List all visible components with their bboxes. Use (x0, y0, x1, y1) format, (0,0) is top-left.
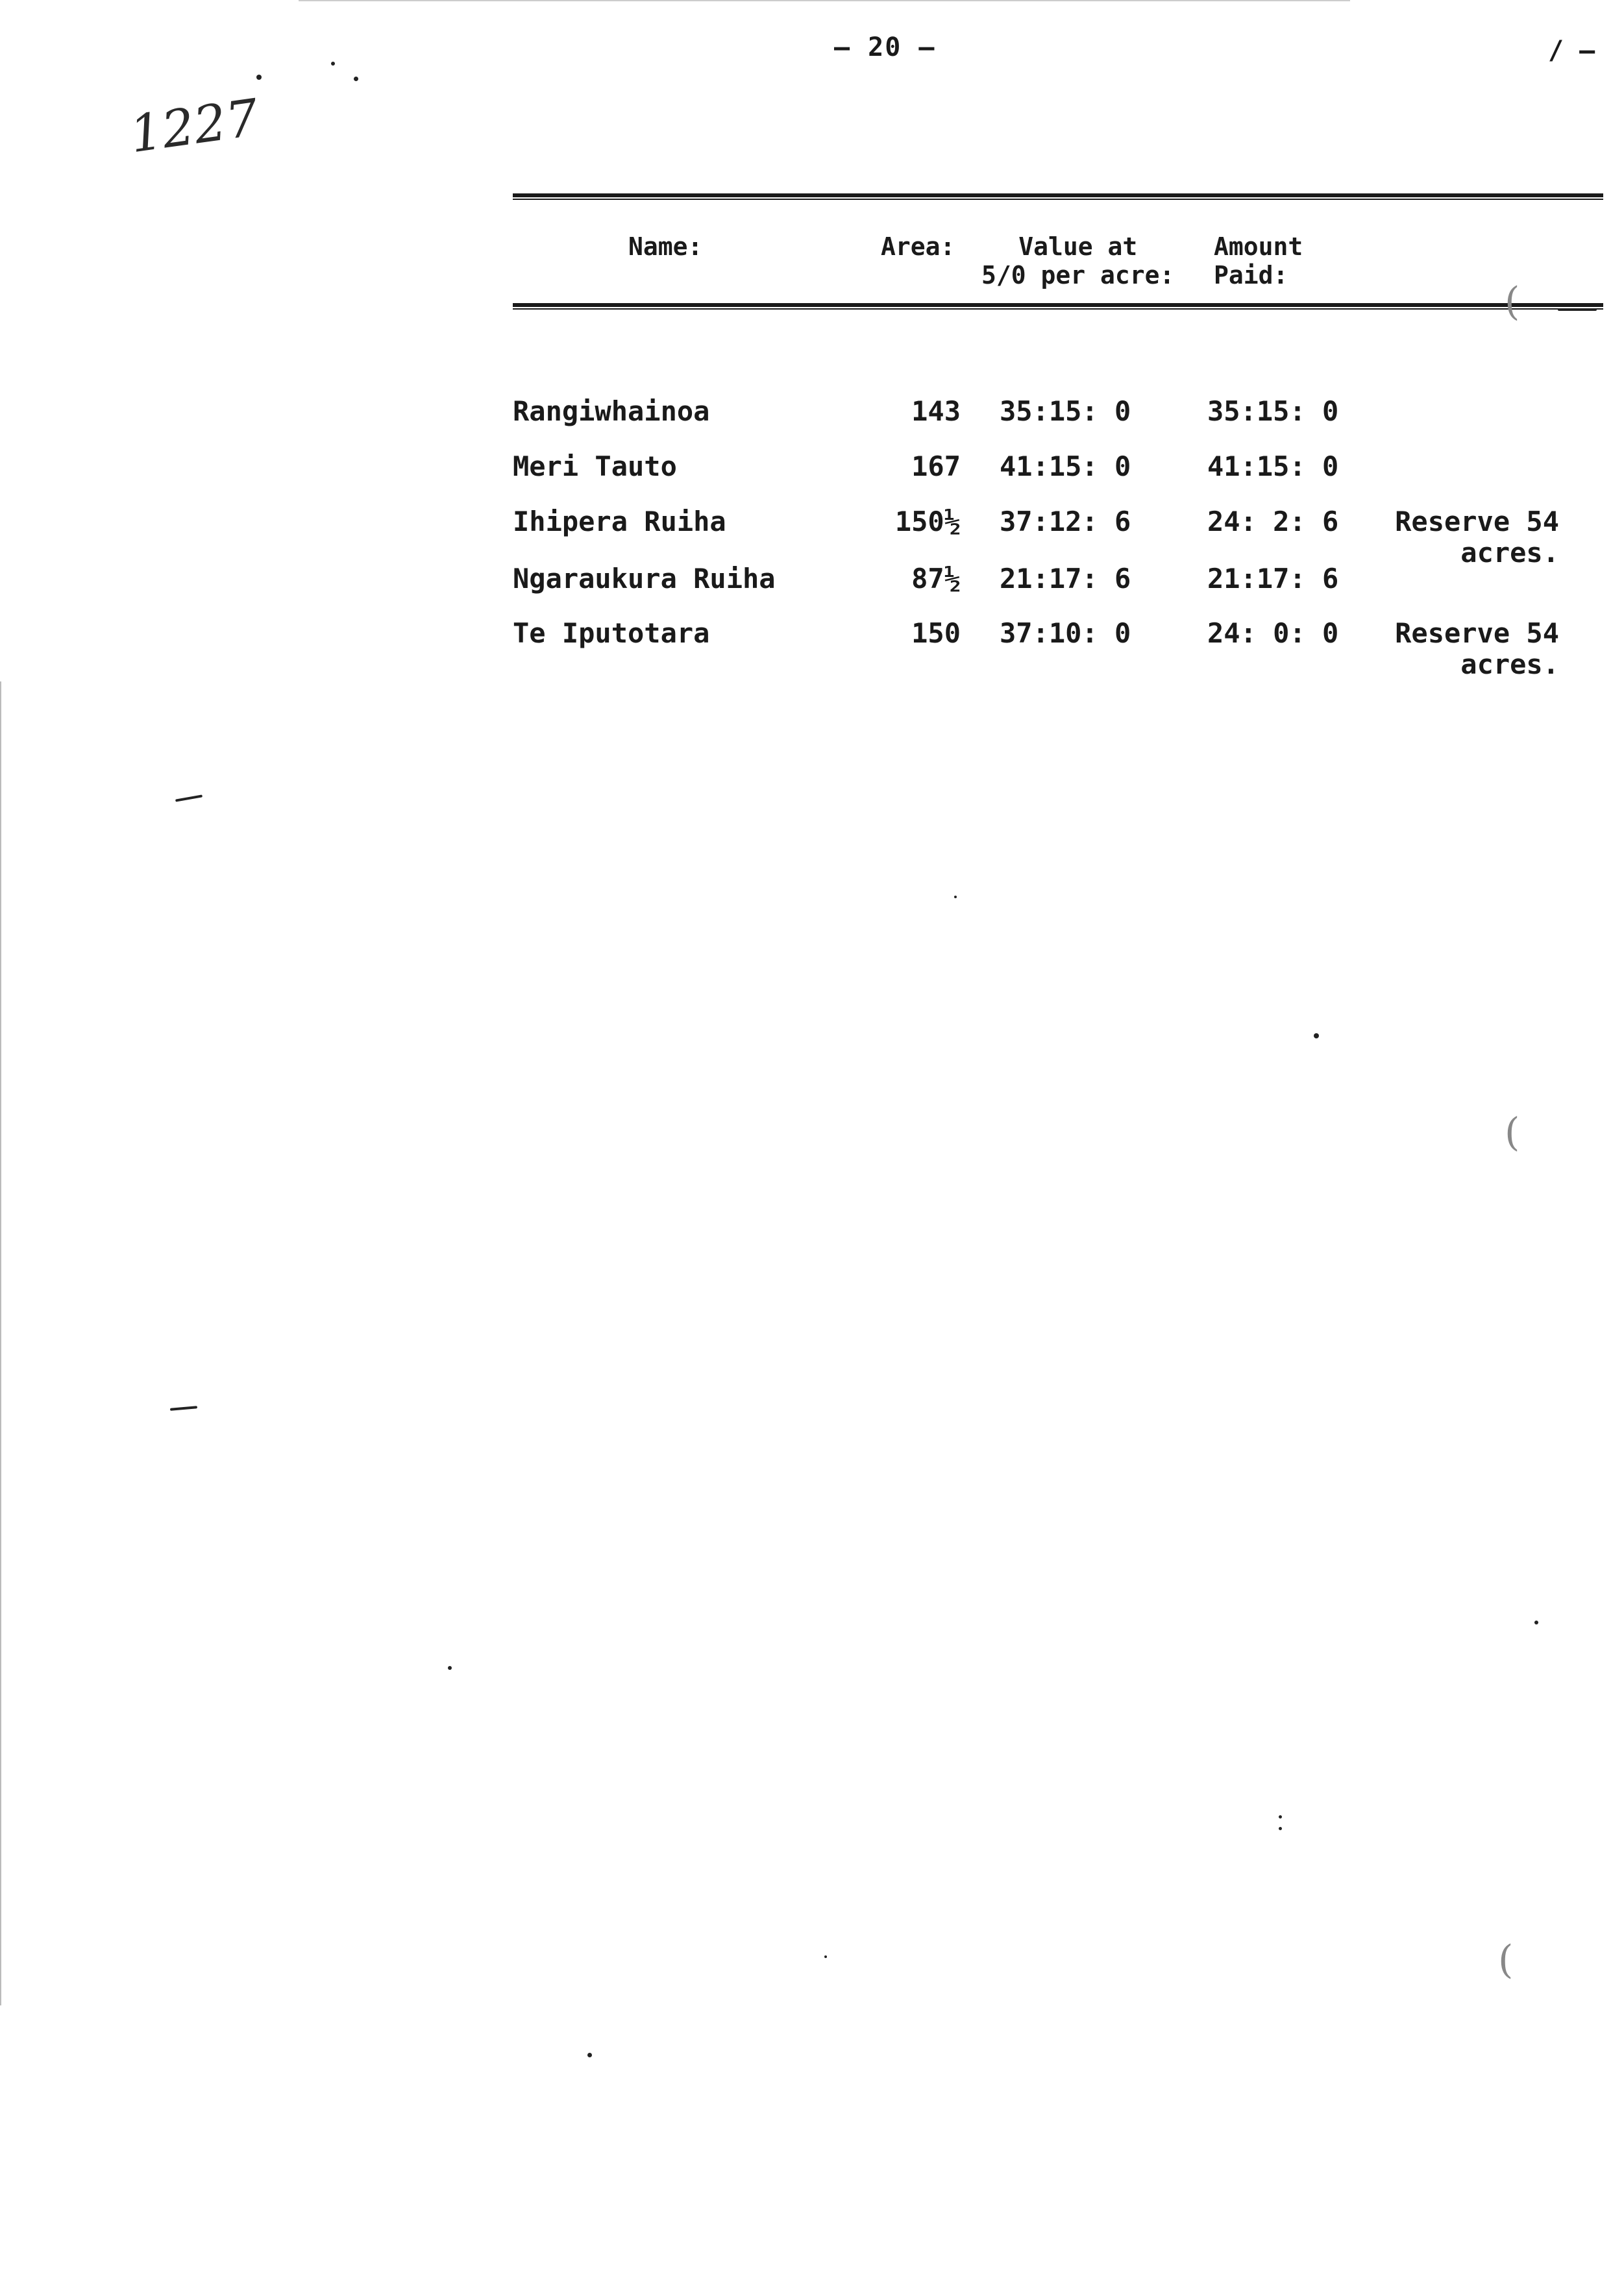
header-amount-line-2: Paid: (1214, 261, 1288, 289)
ink-speck (331, 62, 335, 66)
row-1-value: 35:15: 0 (1000, 395, 1131, 427)
header-name: Name: (628, 232, 703, 261)
margin-dash (170, 1406, 197, 1411)
row-3-name: Ihipera Ruiha (513, 506, 726, 537)
row-4-name: Ngaraukura Ruiha (513, 563, 776, 594)
header-value (981, 232, 1174, 289)
scan-speck (824, 1955, 827, 1958)
row-2-name: Meri Tauto (513, 450, 677, 482)
row-3-paid: 24: 2: 6 (1207, 506, 1339, 537)
table-top-rule (513, 193, 1603, 197)
row-5-area: 150 (911, 617, 961, 649)
scan-speck (448, 1666, 452, 1670)
margin-dash (175, 794, 203, 802)
header-value-line-1: Value at (1018, 232, 1138, 261)
header-value-line-2: 5/0 per acre: (981, 261, 1175, 289)
scan-speck (1279, 1827, 1282, 1830)
row-1-area: 143 (911, 395, 961, 427)
row-3-remark-line-2: acres. (1460, 537, 1559, 569)
margin-paren: ( (1505, 1110, 1520, 1155)
scan-speck (954, 896, 957, 898)
row-3-area: 150½ (894, 506, 961, 537)
row-5-value: 37:10: 0 (1000, 617, 1131, 649)
row-1-paid: 35:15: 0 (1207, 395, 1339, 427)
ink-speck (354, 77, 358, 81)
table-header-rule (513, 303, 1603, 307)
row-5-remark (1384, 618, 1559, 680)
table-top-rule-thin (513, 199, 1603, 200)
row-3-remark (1384, 506, 1559, 569)
row-4-paid: 21:17: 6 (1207, 563, 1339, 594)
page-number: – 20 – (834, 32, 936, 62)
table-header-rule-thin (513, 308, 1603, 310)
margin-paren: ( (1505, 279, 1520, 325)
row-2-area: 167 (911, 450, 961, 482)
row-5-paid: 24: 0: 0 (1207, 617, 1339, 649)
handwritten-note: 1227 (126, 88, 262, 165)
header-area: Area: (881, 232, 955, 261)
margin-dash (1558, 308, 1597, 311)
row-3-value: 37:12: 6 (1000, 506, 1131, 537)
scan-speck (1534, 1621, 1538, 1624)
row-5-name: Te Iputotara (513, 617, 710, 649)
scan-speck (587, 2053, 592, 2057)
page-left-edge (0, 681, 1, 2005)
row-3-remark-line-1: Reserve 54 (1395, 506, 1559, 537)
row-1-name: Rangiwhainoa (513, 395, 710, 427)
scan-speck (1314, 1033, 1319, 1038)
header-amount-line-1: Amount (1214, 232, 1303, 261)
ink-speck (256, 75, 262, 80)
header-amount (1214, 232, 1303, 289)
corner-mark: / – (1548, 36, 1595, 66)
row-4-area: 87½ (911, 563, 961, 594)
row-2-value: 41:15: 0 (1000, 450, 1131, 482)
row-4-value: 21:17: 6 (1000, 563, 1131, 594)
margin-paren: ( (1498, 1937, 1514, 1983)
row-2-paid: 41:15: 0 (1207, 450, 1339, 482)
row-5-remark-line-1: Reserve 54 (1395, 617, 1559, 649)
row-5-remark-line-2: acres. (1460, 648, 1559, 680)
scan-speck (1279, 1815, 1282, 1819)
page-top-edge (299, 0, 1350, 1)
